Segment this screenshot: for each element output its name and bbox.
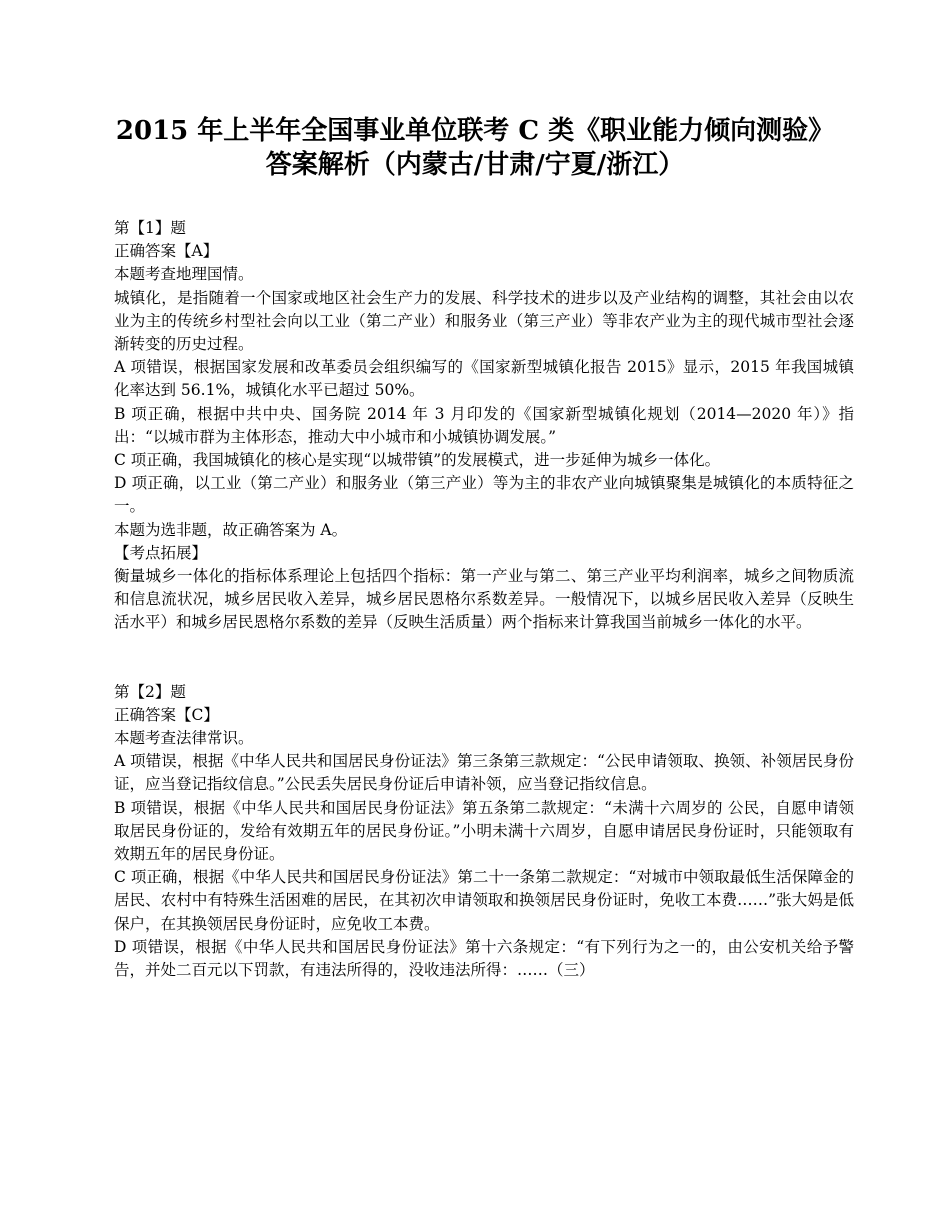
question-2-paragraph: B 项错误，根据《中华人民共和国居民身份证法》第五条第二款规定：“未满十六周岁的 公民，自愿申请领取居民身份证的，发给有效期五年的居民身份证。”小明未满十六周岁，自愿申请居民身份证时，只能领取有效期五年的居民身份证。 <box>114 798 854 864</box>
question-1-heading: 第【1】题 <box>114 219 186 237</box>
question-1-section <box>114 217 854 635</box>
question-2-paragraph: A 项错误，根据《中华人民共和国居民身份证法》第三条第三款规定：“公民申请领取、换领、补领居民身份证，应当登记指纹信息。”公民丢失居民身份证后申请补领，应当登记指纹信息。 <box>114 752 854 794</box>
question-1-paragraph: D 项正确，以工业（第二产业）和服务业（第三产业）等为主的非农产业向城镇聚集是城镇化的本质特征之一。 <box>114 474 854 516</box>
question-1-paragraph: B 项正确，根据中共中央、国务院 2014 年 3 月印发的《国家新型城镇化规划（2014—2020 年）》指出：“以城市群为主体形态，推动大中小城市和小城镇协调发展。” <box>114 404 854 446</box>
question-2-section <box>114 681 854 983</box>
question-1-answer: 正确答案【A】 <box>114 242 219 261</box>
question-2-paragraph: D 项错误，根据《中华人民共和国居民身份证法》第十六条规定：“有下列行为之一的，由公安机关给予警告，并处二百元以下罚款，有违法所得的，没收违法所得：……（三） <box>114 937 854 980</box>
document-body <box>114 217 854 982</box>
section-spacer <box>114 635 854 681</box>
question-1-paragraph: 城镇化，是指随着一个国家或地区社会生产力的发展、科学技术的进步以及产业结构的调整，其社会由以农业为主的传统乡村型社会向以工业（第二产业）和服务业（第三产业）等非农产业为主的现代城市型社会逐渐转变的历史过程。 <box>114 288 854 354</box>
question-1-paragraph: A 项错误，根据国家发展和改革委员会组织编写的《国家新型城镇化报告 2015》显示，2015 年我国城镇化率达到 56.1%，城镇化水平已超过 50%。 <box>114 358 854 400</box>
question-1-conclusion: 本题为选非题，故正确答案为 A。 <box>114 520 348 539</box>
document-title <box>100 114 850 182</box>
extension-heading: 【考点拓展】 <box>114 543 208 562</box>
title-line-1: 2015 年上半年全国事业单位联考 C 类《职业能力倾向测验》 <box>115 116 835 146</box>
title-line-2: 答案解析（内蒙古/甘肃/宁夏/浙江） <box>265 150 685 180</box>
question-1-paragraph: C 项正确，我国城镇化的核心是实现“以城带镇”的发展模式，进一步延伸为城乡一体化。 <box>114 451 721 470</box>
question-2-heading: 第【2】题 <box>114 682 186 701</box>
question-2-topic: 本题考查法律常识。 <box>114 729 254 748</box>
question-2-answer: 正确答案【C】 <box>114 705 219 724</box>
question-1-topic: 本题考查地理国情。 <box>114 265 254 284</box>
extension-body: 衡量城乡一体化的指标体系理论上包括四个指标：第一产业与第二、第三产业平均利润率，城乡之间物质流和信息流状况，城乡居民收入差异，城乡居民恩格尔系数差异。一般情况下，以城乡居民收入差异（反映生活水平）和城乡居民恩格尔系数的差异（反映生活质量）两个指标来计算我国当前城乡一体化的水平。 <box>114 567 854 632</box>
question-2-paragraph: C 项正确，根据《中华人民共和国居民身份证法》第二十一条第二款规定：“对城市中领取最低生活保障金的居民、农村中有特殊生活困难的居民，在其初次申请领取和换领居民身份证时，免收工本费……”张大妈是低保户，在其换领居民身份证时，应免收工本费。 <box>114 868 854 933</box>
